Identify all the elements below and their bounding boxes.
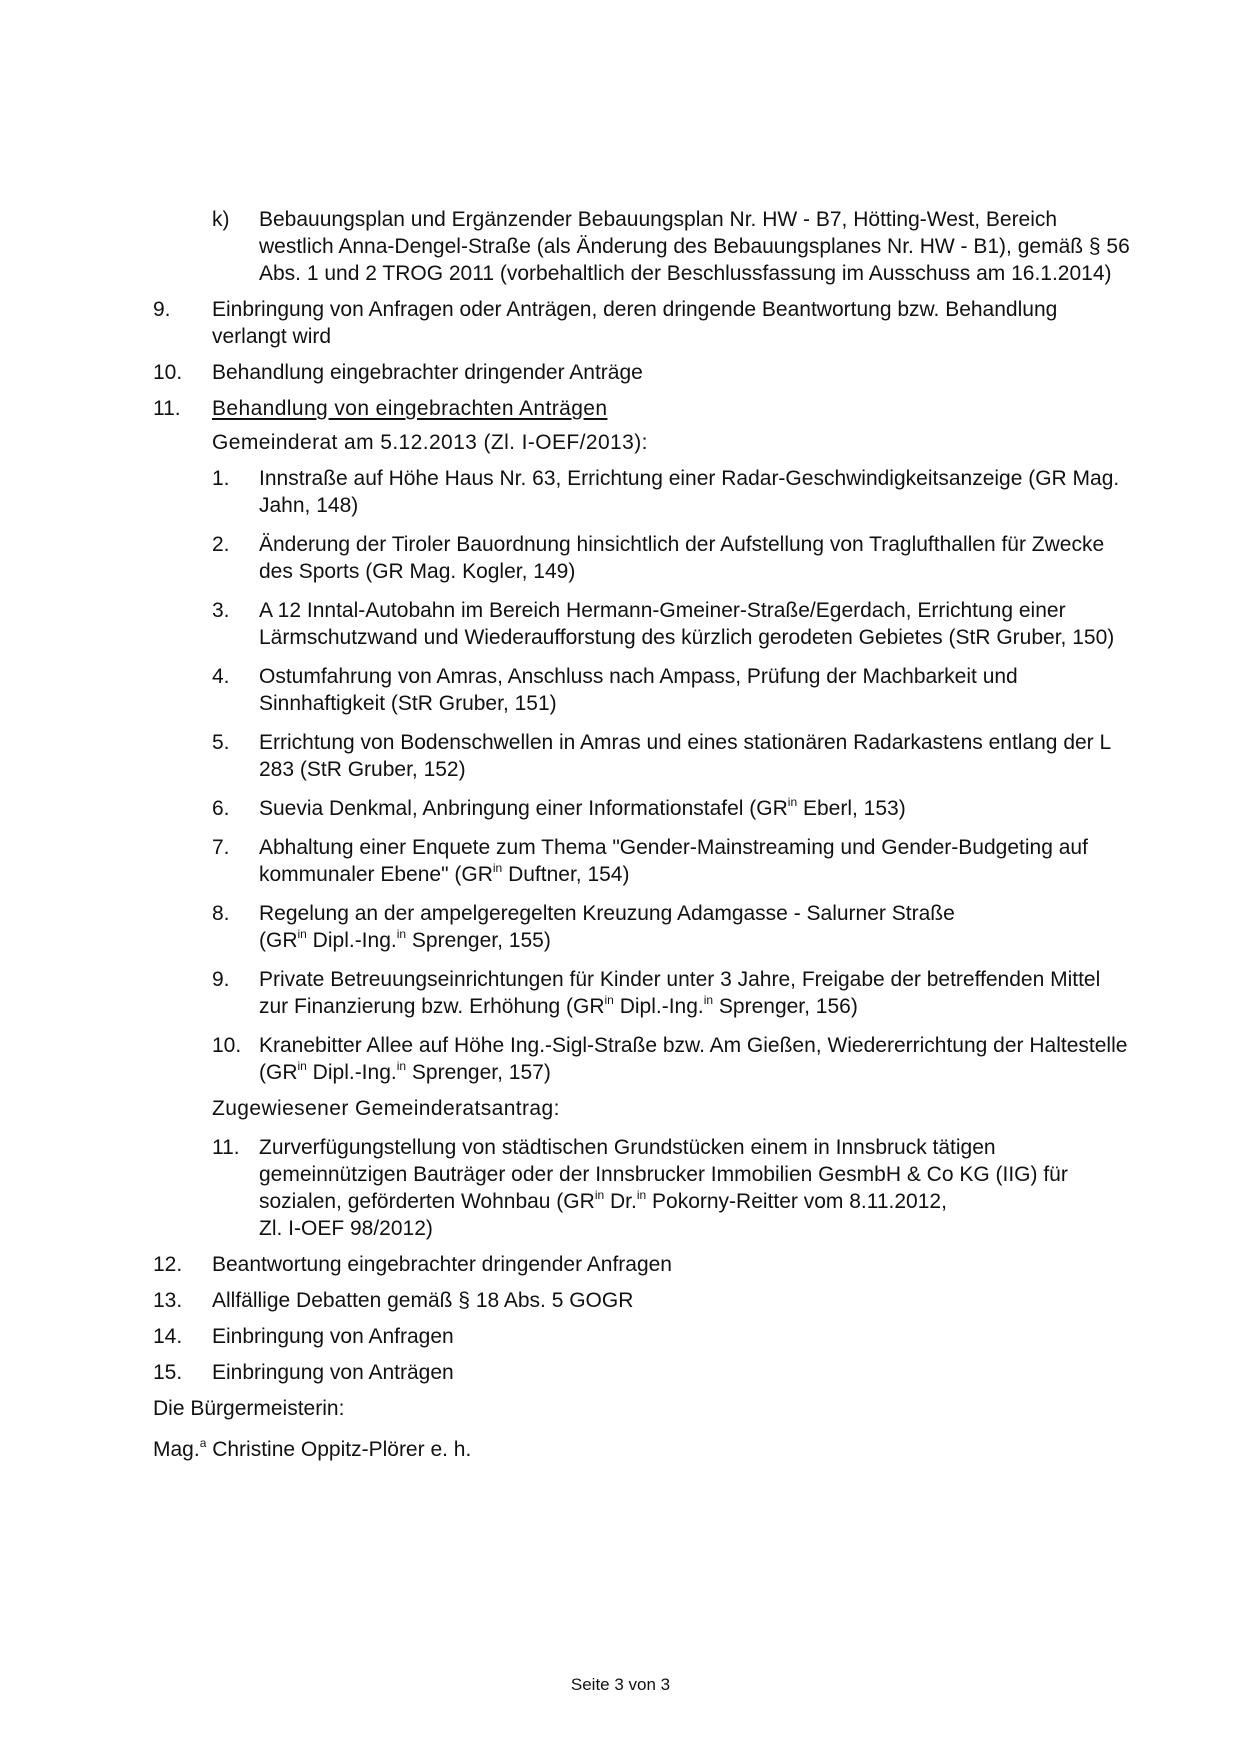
section-heading-gemeinderat: Gemeinderat am 5.12.2013 (Zl. I-OEF/2013):	[212, 431, 648, 454]
agenda-item-12	[153, 1251, 1133, 1278]
motion-number: 5.	[212, 731, 230, 754]
motion-11	[153, 1134, 1133, 1242]
motion-6	[153, 795, 1133, 822]
motion-text: Abhaltung einer Enquete zum Thema "Gender-Mainstreaming und Gender-Budgeting auf kommunaler Ebene" ($GR^{in}$ Duftner, 154)	[259, 836, 1088, 886]
motion-text: Zurverfügungstellung von städtischen Grundstücken einem in Innsbruck tätigen gemeinnützigen Bauträger oder der Innsbrucker Immobilien GesmbH & Co KG (IIG) für sozialen, geförderten Wohnbau ($GR^{in}$ Dr.$^{in}$ Pokorny-Reitter vom 8.11.2012, Zl. I-OEF 98/2012)	[259, 1136, 1068, 1240]
motion-number: 8.	[212, 902, 230, 925]
motion-number: 7.	[212, 836, 230, 859]
item-number: 11.	[153, 397, 181, 420]
motion-text: Innstraße auf Höhe Haus Nr. 63, Errichtung einer Radar-Geschwindigkeitsanzeige (GR Mag. Jahn, 148)	[259, 467, 1120, 517]
item-number: 9.	[153, 298, 171, 321]
agenda-subitem-k	[153, 206, 1133, 287]
motion-text: Suevia Denkmal, Anbringung einer Informationstafel ($GR^{in}$ Eberl, 153)	[259, 795, 906, 820]
motion-text: Änderung der Tiroler Bauordnung hinsichtlich der Aufstellung von Traglufthallen für Zwecke des Sports (GR Mag. Kogler, 149)	[259, 533, 1105, 583]
motion-number: 9.	[212, 968, 230, 991]
motion-text: Errichtung von Bodenschwellen in Amras und eines stationären Radarkastens entlang der L 283 (StR Gruber, 152)	[259, 731, 1111, 781]
motion-number: 1.	[212, 467, 230, 490]
agenda-item-10	[153, 359, 1133, 386]
motion-text: Regelung an der ampelgeregelten Kreuzung Adamgasse - Salurner Straße ($GR^{in}$ Dipl.-Ing.$^{in}$ Sprenger, 155)	[259, 902, 955, 952]
item-number: 14.	[153, 1325, 183, 1348]
page-footer: Seite 3 von 3	[570, 1675, 671, 1694]
agenda-content	[153, 206, 1133, 1472]
signature-name: Mag.$^a$ Christine Oppitz-Plörer e. h.	[153, 1436, 472, 1461]
motion-3	[153, 597, 1133, 651]
item-number: 10.	[153, 361, 183, 384]
motion-number: 4.	[212, 665, 230, 688]
agenda-item-13	[153, 1287, 1133, 1314]
agenda-item-11	[153, 395, 1133, 422]
item-number: 12.	[153, 1253, 183, 1276]
item-text: Allfällige Debatten gemäß § 18 Abs. 5 GOGR	[212, 1289, 634, 1312]
item-text: Behandlung eingebrachter dringender Anträge	[212, 361, 643, 384]
item-number: 15.	[153, 1361, 183, 1384]
motion-2	[153, 531, 1133, 585]
motion-text: Private Betreuungseinrichtungen für Kinder unter 3 Jahre, Freigabe der betreffenden Mittel zur Finanzierung bzw. Erhöhung ($GR^{in}$ Dipl.-Ing.$^{in}$ Sprenger, 156)	[259, 968, 1101, 1018]
subitem-number: k)	[212, 208, 230, 231]
item-number: 13.	[153, 1289, 183, 1312]
motion-text: Kranebitter Allee auf Höhe Ing.-Sigl-Straße bzw. Am Gießen, Wiedererrichtung der Haltestelle ($GR^{in}$ Dipl.-Ing.$^{in}$ Sprenger, 157)	[259, 1034, 1128, 1084]
item-text: Beantwortung eingebrachter dringender Anfragen	[212, 1253, 672, 1276]
motion-number: 3.	[212, 599, 230, 622]
agenda-item-14	[153, 1323, 1133, 1350]
motion-7	[153, 834, 1133, 888]
signature-role: Die Bürgermeisterin:	[153, 1397, 345, 1420]
motion-number: 2.	[212, 533, 230, 556]
motion-9	[153, 966, 1133, 1020]
motion-5	[153, 729, 1133, 783]
section-heading-assigned: Zugewiesener Gemeinderatsantrag:	[212, 1097, 560, 1120]
motion-number: 10.	[212, 1034, 242, 1057]
item-text: Einbringung von Anfragen	[212, 1325, 454, 1348]
item-text: Einbringung von Anfragen oder Anträgen, deren dringende Beantwortung bzw. Behandlung verlangt wird	[212, 298, 1058, 348]
item-text: Einbringung von Anträgen	[212, 1361, 454, 1384]
motion-8	[153, 900, 1133, 954]
motion-text: Ostumfahrung von Amras, Anschluss nach Ampass, Prüfung der Machbarkeit und Sinnhaftigkeit (StR Gruber, 151)	[259, 665, 1018, 715]
agenda-item-9	[153, 296, 1133, 350]
motion-10	[153, 1032, 1133, 1086]
motion-text: A 12 Inntal-Autobahn im Bereich Hermann-Gmeiner-Straße/Egerdach, Errichtung einer Lärmschutzwand und Wiederaufforstung des kürzlich gerodeten Gebietes (StR Gruber, 150)	[259, 599, 1115, 649]
motion-1	[153, 465, 1133, 519]
subitem-text: Bebauungsplan und Ergänzender Bebauungsplan Nr. HW - B7, Hötting-West, Bereich westlich Anna-Dengel-Straße (als Änderung des Bebauungsplanes Nr. HW - B1), gemäß § 56 Abs. 1 und 2 TROG 2011 (vorbehaltlich der Beschlussfassung im Ausschuss am 16.1.2014)	[259, 208, 1130, 285]
motion-4	[153, 663, 1133, 717]
motion-number: 11.	[212, 1136, 240, 1159]
agenda-item-15	[153, 1359, 1133, 1386]
item-heading: Behandlung von eingebrachten Anträgen	[212, 397, 608, 420]
motion-number: 6.	[212, 797, 230, 820]
